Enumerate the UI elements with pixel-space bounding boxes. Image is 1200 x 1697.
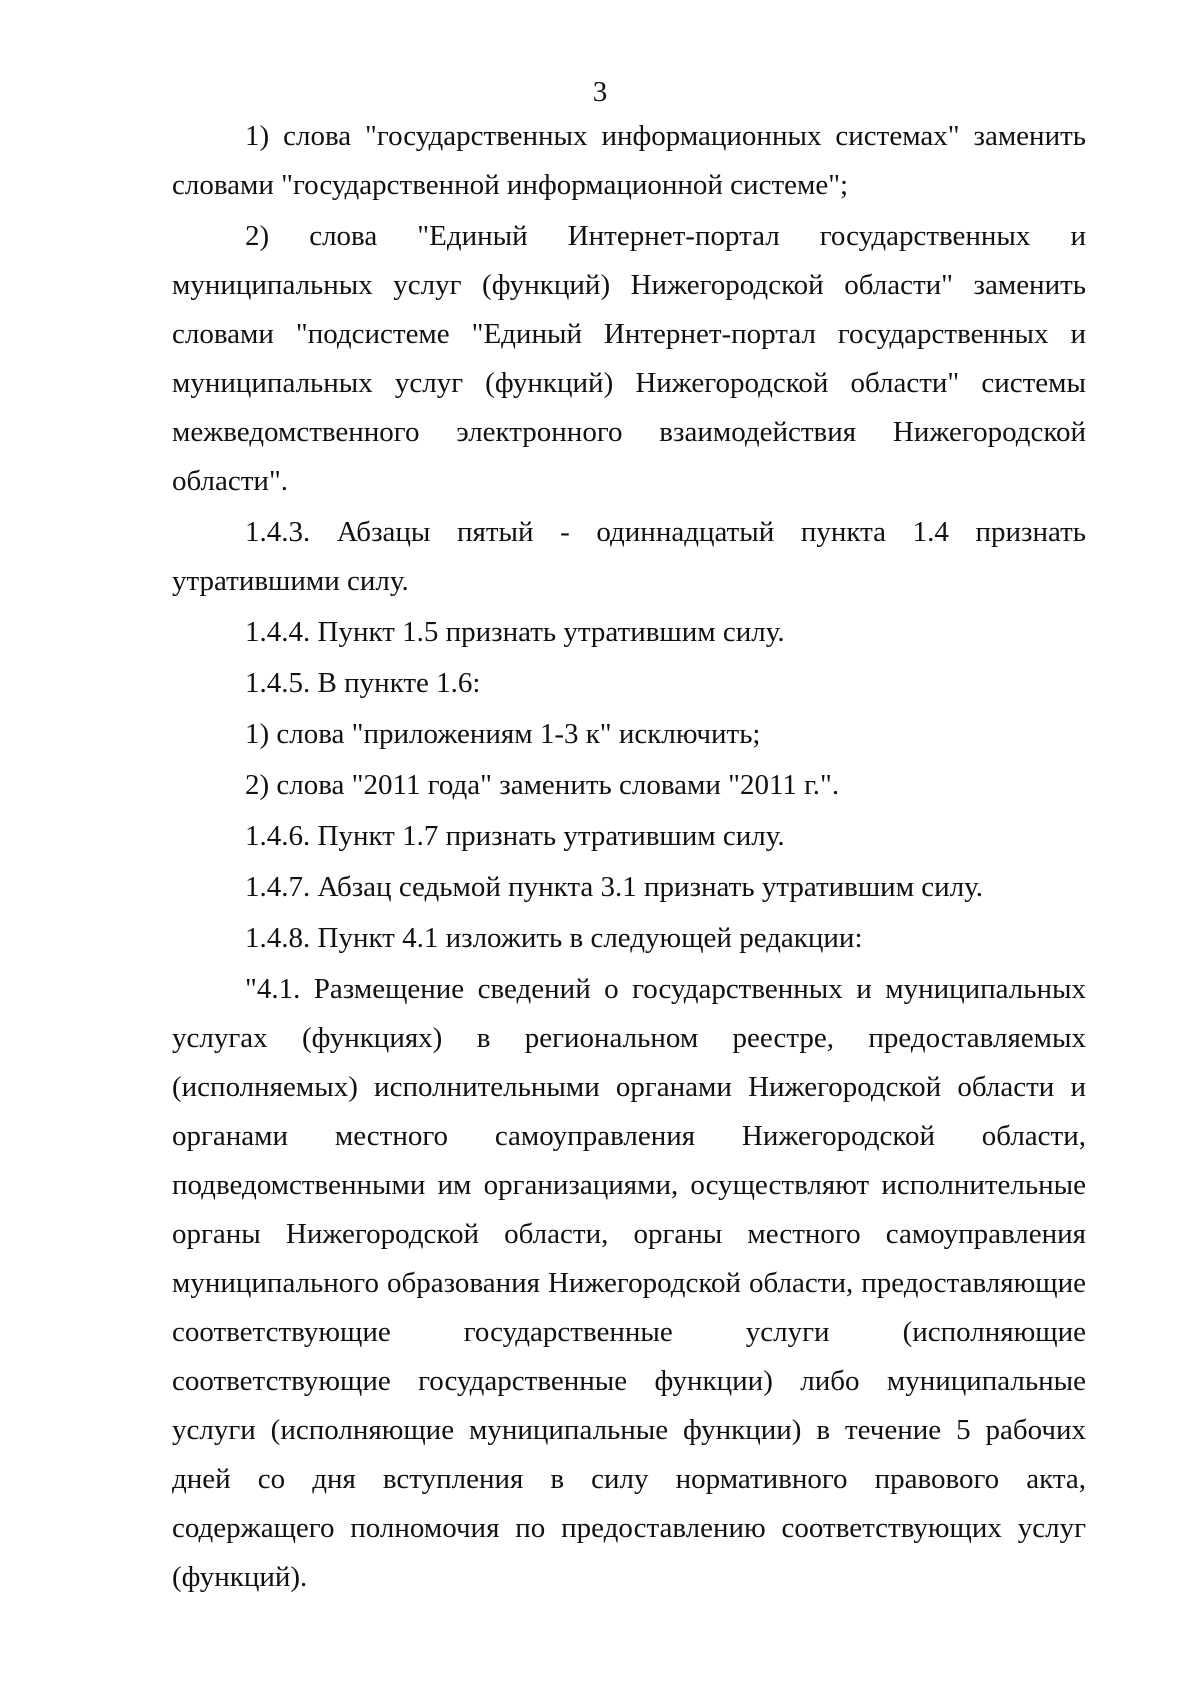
paragraph-4-1-new-wording: "4.1. Размещение сведений о государственных и муниципальных услугах (функциях) в региональном реестре, предоставляемых (исполняемых) исполнительными органами Нижегородской области и органами местного самоуправления Нижегородской области, подведомственными им организациями, осуществляют исполнительные органы Нижегородской области, органы местного самоуправления муниципального образования Нижегородской области, предоставляющие соответствующие государственные услуги (исполняющие соответствующие государственные функции) либо муниципальные услуги (исполняющие муниципальные функции) в течение 5 рабочих дней со дня вступления в силу нормативного правового акта, содержащего полномочия по предоставлению соответствующих услуг (функций). <box>172 973 1086 1593</box>
paragraph-1-4-7: 1.4.7. Абзац седьмой пункта 3.1 признать утратившим силу. <box>245 871 984 903</box>
paragraph-1-4-5-item-2: 2) слова "2011 года" заменить словами "2011 г.". <box>245 769 840 801</box>
paragraph-1-4-5-item-1: 1) слова "приложениям 1-3 к" исключить; <box>245 718 761 750</box>
paragraph-item-2-portal-replacement: 2) слова "Единый Интернет-портал государственных и муниципальных услуг (функций) Нижегородской области" заменить словами "подсистеме "Единый Интернет-портал государственных и муниципальных услуг (функций) Нижегородской области" системы межведомственного электронного взаимодействия Нижегородской области". <box>172 220 1086 497</box>
paragraph-1-4-8: 1.4.8. Пункт 4.1 изложить в следующей редакции: <box>245 922 863 954</box>
document-body <box>172 112 1086 1602</box>
paragraph-1-4-6: 1.4.6. Пункт 1.7 признать утратившим силу. <box>245 820 785 852</box>
paragraph-item-1-words-replacement: 1) слова "государственных информационных системах" заменить словами "государственной информационной системе"; <box>172 120 1086 201</box>
page-number: 3 <box>592 76 608 108</box>
paragraph-1-4-3: 1.4.3. Абзацы пятый - одиннадцатый пункта 1.4 признать утратившими силу. <box>172 516 1086 597</box>
paragraph-1-4-5: 1.4.5. В пункте 1.6: <box>245 667 481 699</box>
paragraph-1-4-4: 1.4.4. Пункт 1.5 признать утратившим силу. <box>245 616 785 648</box>
